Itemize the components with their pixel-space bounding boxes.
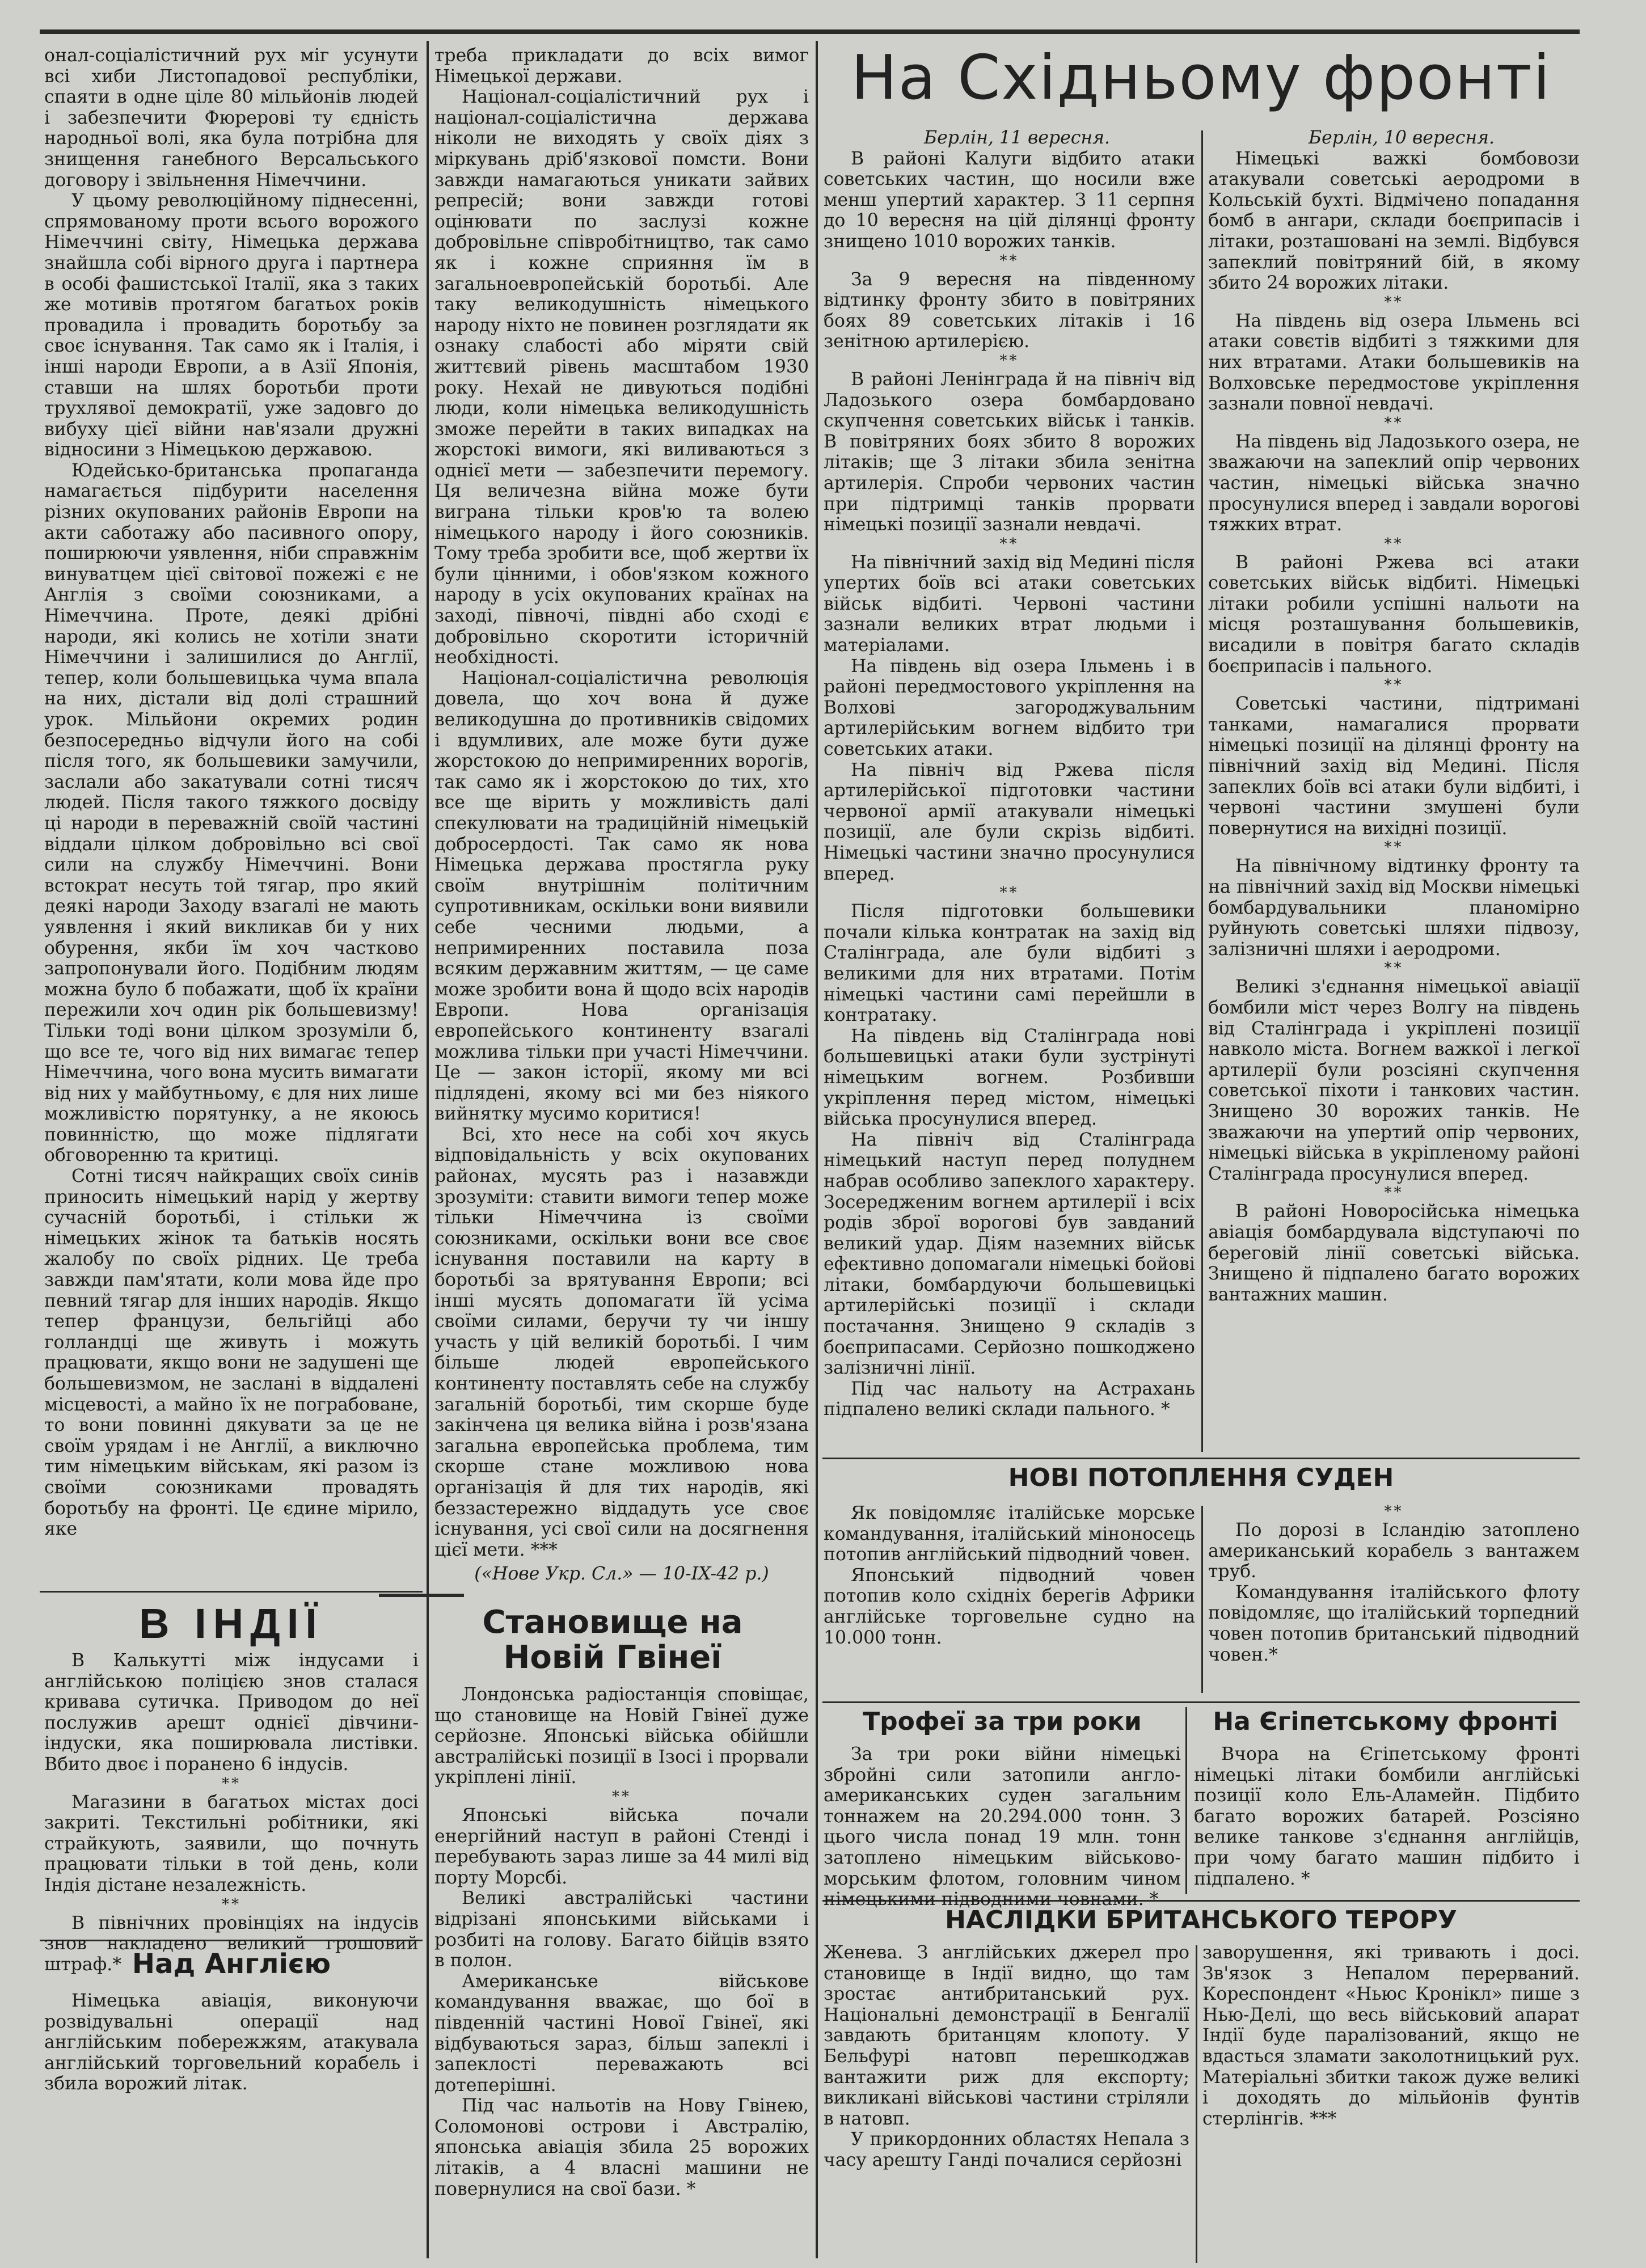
report-paragraph: На північному відтинку фронту та на північний захід від Москви німецькі бомбардувальники планомірно руйнують советські шляхи підвозу, залізничні шляхи і аеродроми. bbox=[1208, 856, 1580, 960]
top-rule bbox=[40, 29, 1580, 34]
report-paragraph: У прикордонних областях Непала з часу арешту Ганді почалися серйозні bbox=[824, 2129, 1189, 2170]
ships-heading: НОВІ ПОТОПЛЕННЯ СУДЕН bbox=[1008, 1463, 1394, 1492]
terror-heading: НАСЛІДКИ БРИТАНСЬКОГО ТЕРОРУ bbox=[945, 1906, 1457, 1935]
report-paragraph: Німецькі важкі бомбовози атакували советські аеродроми в Кольській бухті. Відмічено попадання бомб в ангари, склади боєприпасів і літаки, розташовані на землі. Відбувся запеклий повітряний бій, в якому збито 24 ворожих літаки. bbox=[1208, 148, 1580, 294]
separator-stars: ** bbox=[222, 1895, 241, 1913]
report-paragraph: На південь від Сталінграда нові большевицькі атаки були зустрінуті німецьким вогнем. Розбивши укріплення перед містом, німецькі війська просунулися вперед. bbox=[824, 1025, 1195, 1130]
report-paragraph: В районі Калуги відбито атаки советських частин, що носили вже менш упертий характер. З 11 серпня до 10 вересня на цій ділянці фронту знищено 1010 ворожих танків. bbox=[824, 148, 1195, 252]
report-paragraph: Великі з'єднання німецької авіації бомбили міст через Волгу на південь від Сталінграда і укріплені позиції навколо міста. Вогнем важкої і легкої артилерії були розсіяні скупчення советської піхоти і танкових частин. Знищено 30 ворожих танків. Не зважаючи на упертий опір червоних, німецькі війська в укріпленому районі Сталінграда просунулися вперед. bbox=[1208, 977, 1580, 1184]
editorial-paragraph: У цьому революційному піднесенні, спрямованому проти всього ворожого Німеччині світу, Німецька держава знайшла собі вірного друга і партнера в особі фашистської Італії, яка з таких же мотивів протягом багатьох років провадила і провадить боротьбу за своє існування. Так само як і Італія, і інші народи Европи, а в Азії Японія, ставши на шлях боротьби проти трухлявої демократії, уже задовго до вибуху цієї війни нав'язали дружні відносини з Німецькою державою. bbox=[44, 191, 419, 461]
report-paragraph: На південь від Ладозького озера, не зважаючи на запеклий опір червоних частин, німецькі війська значно просунулися вперед і завдали ворогові тяжких втрат. bbox=[1208, 431, 1580, 535]
separator-stars: ** bbox=[999, 535, 1019, 552]
separator-stars: ** bbox=[1384, 839, 1404, 856]
england-article bbox=[44, 1991, 419, 2263]
article-paragraph: В північних провінціях на індусів знов накладено великий грошовий штраф.* bbox=[44, 1912, 419, 1975]
column-rule-trophies bbox=[1185, 1707, 1187, 1894]
editorial-paragraph: треба прикладати до всіх вимог Німецької держави. bbox=[434, 45, 809, 87]
separator-stars: ** bbox=[1384, 960, 1404, 977]
separator-stars: ** bbox=[1384, 293, 1404, 311]
editorial-source: («Нове Укр. Сл.» — 10-IX-42 р.) bbox=[474, 1564, 769, 1585]
article-paragraph: Німецька авіація, виконуючи розвідувальні операції над англійським побережжям, атакувала англійський торговельний корабель і збила ворожий літак. bbox=[44, 1991, 419, 2094]
report-paragraph: На північний захід від Медині після упертих боїв всі атаки советських військ відбиті. Червоні частини зазнали великих втрат людьми і матеріалами. bbox=[824, 552, 1195, 656]
report-paragraph: На північ від Ржева після артилерійської підготовки частини червоної армії атакували німецькі позиції, але були скрізь відбиті. Німецькі частини значно просунулися вперед. bbox=[824, 759, 1195, 884]
report-paragraph: заворушення, які тривають і досі. Зв'язок з Непалом перерваний. Кореспондент «Ньюс Кронікл» пише з Нью-Делі, що весь військовий апарат Індії буде паралізований, якщо не вдасться зламати заколотницький рух. Матеріальні збитки також дуже великі і доходять до мільйонів фунтів стерлінгів. *** bbox=[1202, 1942, 1580, 2129]
india-heading: В ІНДІЇ bbox=[139, 1600, 324, 1647]
report-paragraph: В районі Ржева всі атаки советських військ відбиті. Німецькі літаки робили успішні нальоти на місця розташування большевиків, висадили в повітря багато складів боєприпасів і пального. bbox=[1208, 552, 1580, 677]
editorial-column-1 bbox=[44, 45, 419, 1577]
article-paragraph: За три роки війни німецькі збройні сили затопили англо-американських суден загальним тоннажем на 20.294.000 тонн. З цього числа понад 19 млн. тонн затоплено німецьким військово-морським флотом, головним чином німецькими підводними човнами. * bbox=[824, 1744, 1181, 1910]
report-paragraph: На північ від Сталінграда німецький наступ перед полуднем набрав особливо запеклого характеру. Зосередженим вогнем артилерії і всіх родів зброї ворогові був завданий великий удар. Діям наземних військ ефективно допомагали німецькі бойові літаки, бомбардуючи большевицькі артилерійські позиції і склади постачання. Знищено 9 складів з боєприпасами. Серйозно пошкоджено залізничні лінії. bbox=[824, 1129, 1195, 1379]
report-paragraph: Командування італійського флоту повідомляє, що італійський торпедний човен потопив британський підводний човен.* bbox=[1208, 1582, 1580, 1665]
rule-guinea bbox=[379, 1594, 464, 1597]
separator-stars: ** bbox=[999, 252, 1019, 269]
dateline: Берлін, 11 вересня. bbox=[924, 128, 1110, 148]
report-paragraph: В районі Ленінграда й на північ від Ладозького озера бомбардовано скупчення советських військ і танків. В повітряних боях збито 8 ворожих літаків; ще 3 літаки збила зенітна артилерія. Спроби червоних частин при підтримці танків прорвати німецькі позиції зазнали невдачі. bbox=[824, 369, 1195, 535]
column-rule-ships bbox=[1201, 1506, 1203, 1693]
editorial-paragraph: Юдейсько-британська пропаганда намагається підбурити населення різних окупованих районів Европи на акти саботажу або пасивного опору, поширюючи уявлення, ніби справжнім винуватцем цієї світової пожежі є не Англія з своїми союзниками, а Німеччина. Проте, деякі дрібні народи, які колись не хотіли знати Німеччини і залишилися до Англії, тепер, коли большевицька чума впала на них, дістали від долі страшний урок. Мільйони окремих родин безпосередньо відчули його на собі після того, як большевики замучили, заслали або закатували сотні тисяч людей. Після такого тяжкого досвіду ці народи в переважній своїй частині віддали цілком добровільно всі свої сили на службу Німеччині. Вони встократ несуть той тягар, про який деякі народи Заходу взагалі не мають уявлення і який викликав би у них обурення, якби їм хоч частково запропонували його. Подібним людям можна було б побажати, щоб їх країни пережили хоч один рік большевизму! Тільки тоді вони цілком зрозуміли б, що все те, чого від них вимагає тепер Німеччина, чого вона мусить вимагати від них у майбутньому, є для них лише можливістю порятунку, а не якоюсь повинністю, що може підлягати обговоренню та критиці. bbox=[44, 460, 419, 1166]
guinea-article bbox=[434, 1684, 809, 2263]
article-paragraph: В Калькутті між індусами і англійською поліцією знов сталася кривава сутичка. Приводом до неї послужив арешт однієї дівчини-індуски, яка поширювала листівки. Вбито двоє і поранено 6 індусів. bbox=[44, 1650, 419, 1775]
report-paragraph: Як повідомляє італійське морське командування, італійський міноносець потопив англійський підводний човен. bbox=[824, 1503, 1195, 1565]
editorial-paragraph: онал-соціалістичний рух міг усунути всі хиби Листопадової республіки, спаяти в одне ціле 80 мільйонів людей і забезпечити Фюрерові ту єдність народньої волі, яка була потрібна для знищення ганебного Версальського договору і звільнення Німеччини. bbox=[44, 45, 419, 191]
separator-stars: ** bbox=[1384, 535, 1404, 552]
editorial-paragraph: Націонал-соціалістична революція довела, що хоч вона й дуже великодушна до противників свідомих і вдумливих, але може бути дуже жорстокою до непримиренних ворогів, так само як і жорстокою до тих, хто все ще вірить у можливість далі спекулювати на традиційній німецькій добросердості. Так само як нова Німецька держава простягла руку своїм внутрішнім політичним супротивникам, оскільки вони виявили себе чесними людьми, а непримиренних поставила поза всяким державним життям, — це саме може зробити вона й щодо всіх народів Европи. Нова організація европейського континенту взагалі можлива тільки при участі Німеччини. Це — закон історії, якому ми всі підлядені, якому всі ми без ніякого вийнятку мусимо коритися! bbox=[434, 668, 809, 1125]
egypt-heading: На Єгіпетському фронті bbox=[1213, 1707, 1558, 1736]
separator-stars: ** bbox=[1384, 677, 1404, 694]
ships-column-right bbox=[1208, 1503, 1580, 1696]
separator-stars: ** bbox=[999, 884, 1019, 902]
editorial-column-2 bbox=[434, 45, 809, 1588]
column-rule-1 bbox=[427, 41, 429, 2258]
report-paragraph: Японський підводний човен потопив коло східніх берегів Африки англійське торговельне судно на 10.000 тонн. bbox=[824, 1565, 1195, 1648]
separator-stars: ** bbox=[999, 352, 1019, 369]
article-paragraph: Вчора на Єгіпетському фронті німецькі літаки бомбили англійські позиції коло Ель-Аламейн. Підбито багато ворожих батарей. Розсіяно велике танкове з'єднання англійців, при чому багато машин підбито і підпалено. * bbox=[1194, 1744, 1580, 1889]
england-heading: Над Англією bbox=[132, 1948, 331, 1980]
terror-column-left bbox=[824, 1942, 1189, 2263]
guinea-heading: Становище на Новій Гвінеї bbox=[482, 1604, 743, 1676]
rule-trophies bbox=[822, 1701, 1580, 1703]
separator-stars: ** bbox=[1384, 1503, 1404, 1520]
article-paragraph: Магазини в багатьох містах досі закриті. Текстильні робітники, які страйкують, заявили, що почнуть працювати тільки в той день, коли Індія дістане незалежність. bbox=[44, 1792, 419, 1895]
editorial-paragraph: Націонал-соціалістичний рух і націонал-соціалістична держава ніколи не виходять у своїх діях з міркувань дріб'язкової помсти. Вони завжди намагаються уникати зайвих репресій; вони завжди готові оцінювати по заслузі кожне добровільне співробітництво, так само як і кожне сприяння їм в загальноевропейській боротьбі. Але таку великодушність німецького народу ніхто не повинен розглядати як ознаку слабості або міряти свій життєвий рівень масштабом 1930 року. Нехай не дивуються подібні люди, коли німецька великодушність зможе перейти в таких випадках на жорстокі вимоги, які виливаються з однієї мети — забезпечити перемогу. Ця величезна війна може бути виграна тільки кров'ю та волею німецького народу і його союзників. Тому треба зробити все, щоб жертви їх були цінними, і обов'язком кожного народу в усіх окупованих країнах на заході, півночі, півдні або сході є добровільно скоротити історичній необхідності. bbox=[434, 87, 809, 668]
separator-stars: ** bbox=[612, 1788, 631, 1805]
article-paragraph: Під час нальотів на Нову Гвінею, Соломонові острови і Австралію, японська авіація збила 25 ворожих літаків, а 4 власні машини не повернулися на свої бази. * bbox=[434, 2096, 809, 2199]
ships-column-left bbox=[824, 1503, 1195, 1696]
column-rule-terror bbox=[1196, 1945, 1197, 2263]
article-paragraph: Японські війська почали енергійний наступ в районі Стенді і перебувають зараз лише за 44 милі від порту Морсбі. bbox=[434, 1805, 809, 1888]
article-paragraph: Великі австралійські частини відрізані японськими військами і розбиті на голову. Багато бійців взято в полон. bbox=[434, 1888, 809, 1971]
terror-column-right bbox=[1202, 1942, 1580, 2263]
report-paragraph: За 9 вересня на південному відтинку фронту збито в повітряних боях 89 советських літаків і 16 зенітною артилерією. bbox=[824, 269, 1195, 352]
editorial-paragraph: Всі, хто несе на собі хоч якусь відповідальність у всіх окупованих районах, мусять раз і назавжди зрозуміти: ставити вимоги тепер може тільки Німеччина із своїми союзниками, оскільки вони все своє існування поставили на карту в боротьбі за врятування Европи; всі інші мусять допомагати їй усіма своїми силами, беручи ту чи іншу участь у цій великій боротьбі. І чим більше людей европейського континенту поставлять себе на службу загальній боротьбі, тим скорше буде закінчена ця велика війна і розв'язана загальна европейська проблема, тим скорше стане можливою нова організація й для тих народів, які беззастережно віддадуть усе своє існування, усі свої сили на досягнення цієї мети. *** bbox=[434, 1124, 809, 1560]
egypt-article bbox=[1194, 1744, 1580, 1897]
rule-ships bbox=[822, 1458, 1580, 1459]
trophies-article bbox=[824, 1744, 1181, 1910]
separator-stars: ** bbox=[1384, 1184, 1404, 1202]
report-paragraph: Советські частини, підтримані танками, намагалися прорвати німецькі позиції на ділянці фронту на північний захід від Медині. Після запеклих боїв всі атаки були відбиті, і червоні частини змушені були повернутися на вихідні позиції. bbox=[1208, 694, 1580, 839]
east-front-column-right bbox=[1208, 128, 1580, 1455]
report-paragraph: На південь від озера Ільмень і в районі передмостового укріплення на Волхові загороджувальним артилерійським вогнем відбито три советських атаки. bbox=[824, 656, 1195, 760]
dateline: Берлін, 10 вересня. bbox=[1309, 128, 1495, 148]
east-front-heading: На Східньому фронті bbox=[851, 43, 1551, 113]
report-paragraph: Під час нальоту на Астрахань підпалено великі склади пального. * bbox=[824, 1378, 1195, 1420]
report-paragraph: В районі Новоросійська німецька авіація бомбардувала відступаючі по береговій лінії советські війська. Знищено й підпалено багато ворожих вантажних машин. bbox=[1208, 1201, 1580, 1305]
report-paragraph: Женева. З англійських джерел про становище в Індії видно, що там зростає антибританський рух. Національні демонстрації в Бенгалії завдають британцям клопоту. У Бельфурі натовп перешкоджав вантажити риж для експорту; викликані військові частини стріляли в натовп. bbox=[824, 1942, 1189, 2129]
trophies-heading: Трофеї за три роки bbox=[863, 1707, 1142, 1736]
editorial-paragraph: Сотні тисяч найкращих своїх синів приносить німецький нарід у жертву сучасній боротьбі, і стільки ж німецьких жінок та батьків носять жалобу по своїх рідних. Це треба завжди пам'ятати, коли мова йде про певний тягар для інших народів. Якщо тепер французи, бельгійці або голландці ще живуть і можуть працювати, якщо вони не задушені ще большевизмом, не заслані в віддалені місцевості, а майно їх не пограбоване, то вони повинні дякувати за це не своїм урядам і не Англії, а виключно тим німецьким військам, які разом із своїми союзниками провадять боротьбу на фронті. Це єдине мірило, яке bbox=[44, 1166, 419, 1540]
east-front-column-left bbox=[824, 128, 1195, 1455]
separator-stars: ** bbox=[1384, 414, 1404, 432]
article-paragraph: Американське військове командування вважає, що бої в південній частині Нової Гвінеї, які відбуваються зараз, більш запеклі і запеклості переважають всі дотеперішні. bbox=[434, 1971, 809, 2096]
column-rule-2 bbox=[816, 41, 818, 2258]
separator-stars: ** bbox=[222, 1775, 241, 1792]
article-paragraph: Лондонська радіостанція сповіщає, що становище на Новій Гвінеї дуже серйозне. Японські війська обійшли австралійські позиції в Ізосі і прорвали укріплені лінії. bbox=[434, 1684, 809, 1788]
rule-india bbox=[40, 1591, 423, 1593]
report-paragraph: По дорозі в Ісландію затоплено американський корабель з вантажем труб. bbox=[1208, 1520, 1580, 1582]
column-rule-east bbox=[1201, 130, 1203, 1452]
report-paragraph: На південь від озера Ільмень всі атаки совєтів відбиті з тяжкими для них втратами. Атаки большевиків на Волховське передмостове укріплення зазнали повної невдачі. bbox=[1208, 310, 1580, 415]
report-paragraph: Після підготовки большевики почали кілька контратак на захід від Сталінграда, але були відбиті з великими для них втратами. Потім німецькі частини самі перейшли в контратаку. bbox=[824, 901, 1195, 1026]
